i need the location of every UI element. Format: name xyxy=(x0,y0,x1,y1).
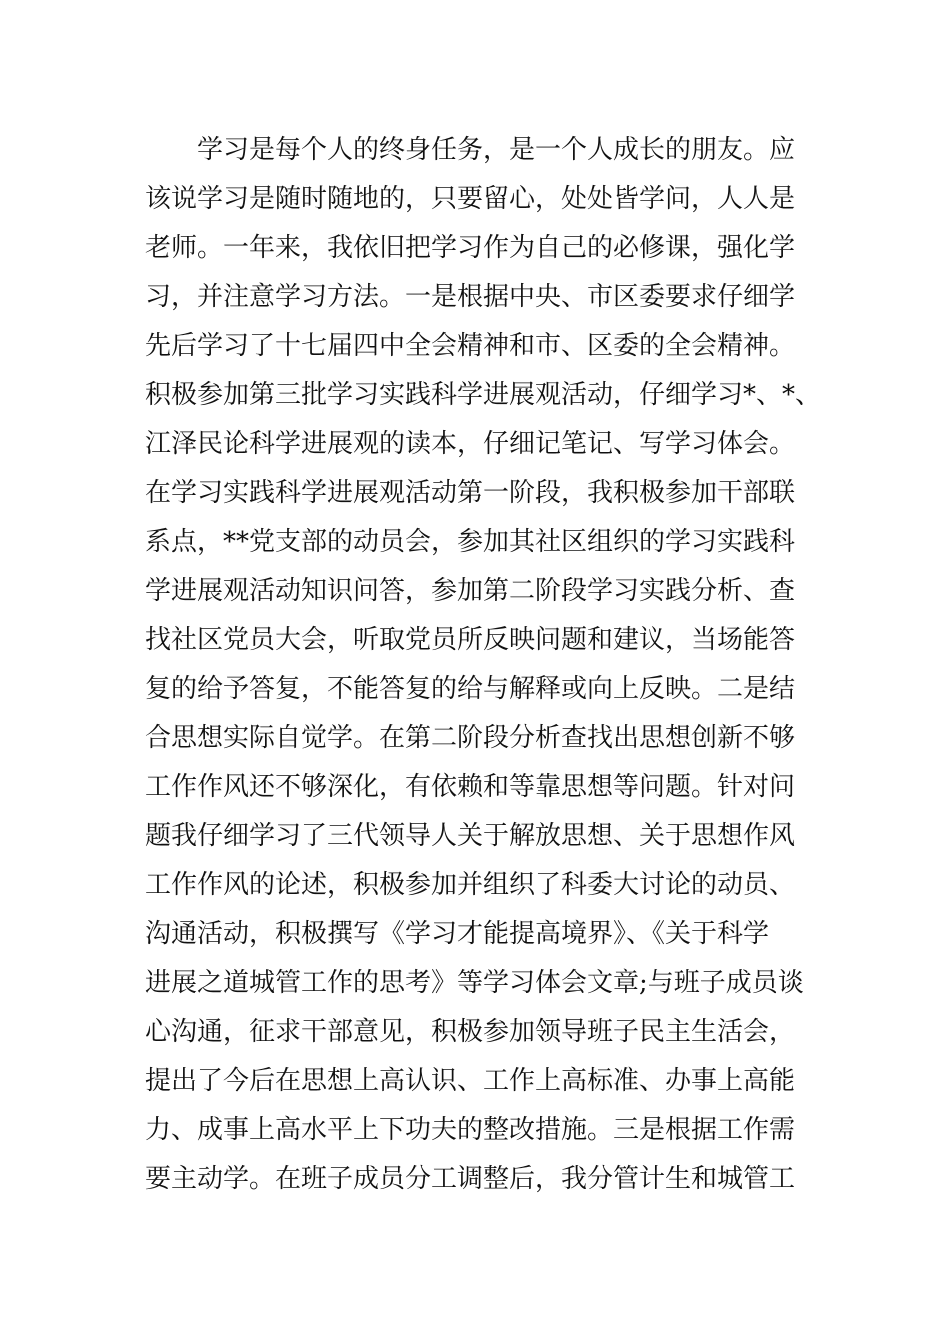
text-line: 提出了今后在思想上高认识、工作上高标准、办事上高能 xyxy=(145,1066,796,1096)
text-line: 该说学习是随时随地的，只要留心，处处皆学问，人人是 xyxy=(145,184,796,214)
text-line: 学习是每个人的终身任务，是一个人成长的朋友。应 xyxy=(197,135,796,165)
text-line: 习，并注意学习方法。一是根据中央、市区委要求仔细学 xyxy=(145,282,796,312)
text-line: 沟通活动，积极撰写《学习才能提高境界》、《关于科学 xyxy=(145,919,770,949)
text-line: 要主动学。在班子成员分工调整后，我分管计生和城管工 xyxy=(145,1164,796,1194)
text-line: 工作作风的论述，积极参加并组织了科委大讨论的动员、 xyxy=(145,870,796,900)
text-line: 老师。一年来，我依旧把学习作为自己的必修课，强化学 xyxy=(145,233,796,263)
text-line: 心沟通，征求干部意见，积极参加领导班子民主生活会， xyxy=(145,1017,796,1047)
text-line: 合思想实际自觉学。在第二阶段分析查找出思想创新不够 xyxy=(145,723,796,753)
text-line: 力、成事上高水平上下功夫的整改措施。三是根据工作需 xyxy=(145,1115,796,1145)
text-line: 学进展观活动知识问答，参加第二阶段学习实践分析、查 xyxy=(145,576,796,606)
text-line: 进展之道城管工作的思考》等学习体会文章;与班子成员谈 xyxy=(145,968,804,998)
text-line: 工作作风还不够深化，有依赖和等靠思想等问题。针对问 xyxy=(145,772,796,802)
text-line: 找社区党员大会，听取党员所反映问题和建议，当场能答 xyxy=(145,625,796,655)
text-line: 题我仔细学习了三代领导人关于解放思想、关于思想作风 xyxy=(145,821,796,851)
text-line: 先后学习了十七届四中全会精神和市、区委的全会精神。 xyxy=(145,331,796,361)
text-line: 在学习实践科学进展观活动第一阶段，我积极参加干部联 xyxy=(145,478,796,508)
text-line: 江泽民论科学进展观的读本，仔细记笔记、写学习体会。 xyxy=(145,429,796,459)
text-line: 系点，**党支部的动员会，参加其社区组织的学习实践科 xyxy=(145,527,796,557)
text-line: 复的给予答复，不能答复的给与解释或向上反映。二是结 xyxy=(145,674,796,704)
text-line: 积极参加第三批学习实践科学进展观活动，仔细学习*、*、 xyxy=(145,380,822,410)
